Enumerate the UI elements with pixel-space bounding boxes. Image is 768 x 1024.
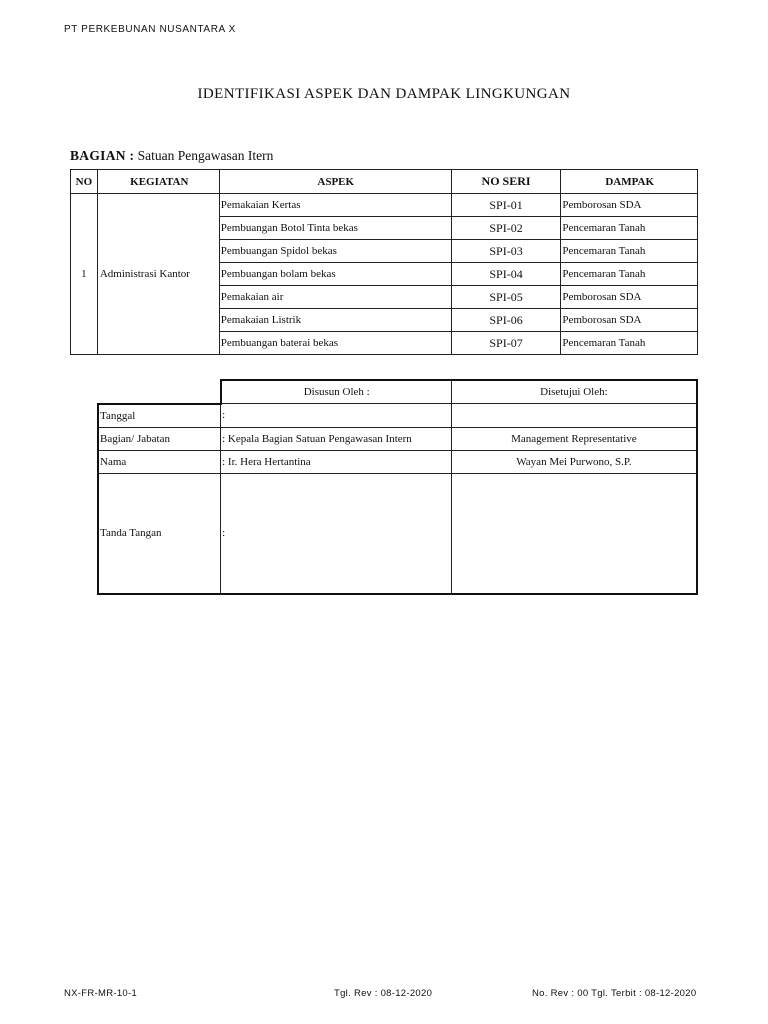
tanda-tangan-row xyxy=(98,473,697,594)
header-no: NO xyxy=(71,170,98,194)
nama-disetujui: Wayan Mei Purwono, S.P. xyxy=(451,450,697,473)
tanggal-label: Tanggal xyxy=(98,404,221,428)
seri-cell: SPI-03 xyxy=(451,240,561,263)
row-number: 1 xyxy=(71,194,98,355)
revision-date: Tgl. Rev : 08-12-2020 xyxy=(334,988,433,999)
tanda-tangan-disusun: : xyxy=(221,473,452,594)
header-aspek: ASPEK xyxy=(219,170,451,194)
dampak-cell: Pencemaran Tanah xyxy=(561,263,698,286)
seri-cell: SPI-05 xyxy=(451,286,561,309)
dampak-cell: Pemborosan SDA xyxy=(561,309,698,332)
header-no-seri: NO SERI xyxy=(451,170,561,194)
document-title: IDENTIFIKASI ASPEK DAN DAMPAK LINGKUNGAN xyxy=(197,86,571,102)
tanggal-disetujui xyxy=(451,404,697,428)
aspek-cell: Pembuangan Spidol bekas xyxy=(219,240,451,263)
bagian-value: Satuan Pengawasan Itern xyxy=(137,148,274,163)
dampak-cell: Pemborosan SDA xyxy=(561,286,698,309)
seri-cell: SPI-01 xyxy=(451,194,561,217)
seri-cell: SPI-02 xyxy=(451,217,561,240)
jabatan-disusun: : Kepala Bagian Satuan Pengawasan Intern xyxy=(221,427,452,450)
tanda-tangan-disetujui xyxy=(451,473,697,594)
tanggal-disusun: : xyxy=(221,404,452,428)
aspek-cell: Pembuangan baterai bekas xyxy=(219,332,451,355)
approval-table xyxy=(97,379,698,595)
aspek-cell: Pemakaian Listrik xyxy=(219,309,451,332)
aspek-cell: Pembuangan Botol Tinta bekas xyxy=(219,217,451,240)
seri-cell: SPI-06 xyxy=(451,309,561,332)
header-kegiatan: KEGIATAN xyxy=(97,170,219,194)
dampak-cell: Pencemaran Tanah xyxy=(561,332,698,355)
jabatan-row xyxy=(98,427,697,450)
jabatan-label: Bagian/ Jabatan xyxy=(98,427,221,450)
seri-cell: SPI-04 xyxy=(451,263,561,286)
bagian-line xyxy=(70,148,273,164)
dampak-cell: Pencemaran Tanah xyxy=(561,217,698,240)
form-code: NX-FR-MR-10-1 xyxy=(64,988,138,999)
seri-cell: SPI-07 xyxy=(451,332,561,355)
aspek-cell: Pembuangan bolam bekas xyxy=(219,263,451,286)
nama-disusun: : Ir. Hera Hertantina xyxy=(221,450,452,473)
dampak-cell: Pemborosan SDA xyxy=(561,194,698,217)
kegiatan-cell: Administrasi Kantor xyxy=(97,194,219,355)
tanggal-row xyxy=(98,404,697,428)
bagian-label: BAGIAN : xyxy=(70,148,135,163)
nama-row xyxy=(98,450,697,473)
blank-corner-cell xyxy=(98,380,221,404)
revision-number: No. Rev : 00 Tgl. Terbit : 08-12-2020 xyxy=(532,988,697,999)
dampak-cell: Pencemaran Tanah xyxy=(561,240,698,263)
approval-header-row xyxy=(98,380,697,404)
aspek-cell: Pemakaian Kertas xyxy=(219,194,451,217)
company-name: PT PERKEBUNAN NUSANTARA X xyxy=(64,24,236,35)
tanda-tangan-label: Tanda Tangan xyxy=(98,473,221,594)
header-dampak: DAMPAK xyxy=(561,170,698,194)
aspek-cell: Pemakaian air xyxy=(219,286,451,309)
table-header-row xyxy=(71,170,698,194)
disetujui-header: Disetujui Oleh: xyxy=(451,380,697,404)
disusun-header: Disusun Oleh : xyxy=(221,380,452,404)
table-row xyxy=(71,194,698,217)
nama-label: Nama xyxy=(98,450,221,473)
jabatan-disetujui: Management Representative xyxy=(451,427,697,450)
aspect-impact-table xyxy=(70,169,698,355)
